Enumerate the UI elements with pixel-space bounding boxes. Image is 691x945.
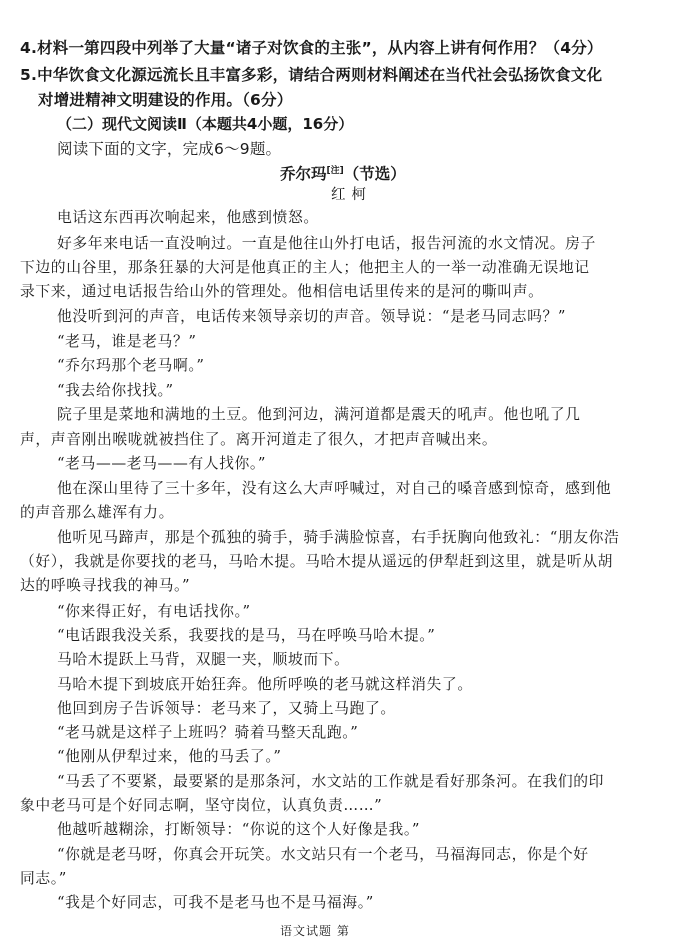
paragraph-line: “马丢了不要紧，最要紧的是那条河，水文站的工作就是看好那条河。在我们的印 (57, 773, 605, 790)
article-title-suffix: （节选） (343, 165, 406, 184)
paragraph-line: “老马，谁是老马？” (57, 333, 197, 350)
footnote-marker: [注] (326, 166, 344, 176)
paragraph-line: 他回到房子告诉领导：老马来了，又骑上马跑了。 (57, 700, 396, 717)
paragraph-line: 的声音那么雄浑有力。 (20, 504, 174, 521)
paragraph-line: 他听见马蹄声，那是个孤独的骑手，骑手满脸惊喜，右手抚胸向他致礼：“朋友你浩 (57, 529, 620, 546)
paragraph-line: 他在深山里待了三十多年，没有这么大声呼喊过，对自己的嗓音感到惊奇，感到他 (57, 480, 612, 497)
paragraph-line: “我去给你找找。” (57, 382, 174, 399)
paragraph-line: 象中老马可是个好同志啊，坚守岗位，认真负责……” (20, 797, 383, 814)
question-5-line-2: 对增进精神文明建设的作用。（6分） (38, 91, 293, 109)
paragraph-line: 录下来，通过电话报告给山外的管理处。他相信电话里传来的是河的嘶叫声。 (20, 283, 544, 300)
paragraph-line: 院子里是菜地和满地的土豆。他到河边，满河道都是震天的吼声。他也吼了几 (57, 406, 581, 423)
paragraph-line: 下边的山谷里，那条狂暴的大河是他真正的主人；他把主人的一举一动准确无误地记 (20, 259, 590, 276)
paragraph-line: “电话跟我没关系，我要找的是马，马在呼唤马哈木提。” (57, 627, 436, 644)
article-title-text: 乔尔玛 (280, 165, 327, 184)
section-heading: （二）现代文阅读Ⅱ（本题共4小题，16分） (57, 115, 354, 133)
paragraph-line: “他刚从伊犁过来，他的马丢了。” (57, 748, 282, 765)
article-author: 红柯 (331, 187, 372, 203)
paragraph-line: “你就是老马呀，你真会开玩笑。水文站只有一个老马，马福海同志，你是个好 (57, 846, 589, 863)
paragraph-line: “你来得正好，有电话找你。” (57, 603, 251, 620)
paragraph-line: 声，声音刚出喉咙就被挡住了。离开河道走了很久，才把声音喊出来。 (20, 431, 498, 448)
paragraph-line: “老马——老马——有人找你。” (57, 455, 267, 472)
section-instruction: 阅读下面的文字，完成6～9题。 (57, 140, 282, 158)
paragraph-line: 他没听到河的声音，电话传来领导亲切的声音。领导说：“是老马同志吗？” (57, 308, 567, 325)
article-title (280, 160, 406, 185)
paragraph-line: 马哈木提跃上马背，双腿一夹，顺坡而下。 (57, 651, 350, 668)
paragraph-line: “老马就是这样子上班吗？骑着马整天乱跑。” (57, 724, 359, 741)
paragraph-line: 同志。” (20, 870, 67, 887)
page-footer: 语文试题 第 (280, 924, 350, 938)
question-5-line-1: 5.中华饮食文化源远流长且丰富多彩，请结合两则材料阐述在当代社会弘扬饮食文化 (20, 66, 603, 84)
paragraph-line: 他越听越糊涂，打断领导：“你说的这个人好像是我。” (57, 821, 421, 838)
paragraph-line: 电话这东西再次响起来，他感到愤怒。 (57, 209, 319, 226)
paragraph-line: 好多年来电话一直没响过。一直是他往山外打电话，报告河流的水文情况。房子 (57, 235, 596, 252)
paragraph-line: “我是个好同志，可我不是老马也不是马福海。” (57, 894, 374, 911)
paragraph-line: “乔尔玛那个老马啊。” (57, 357, 205, 374)
paragraph-line: 达的呼唤寻找我的神马。” (20, 577, 191, 594)
paragraph-line: 马哈木提下到坡底开始狂奔。他所呼唤的老马就这样消失了。 (57, 676, 473, 693)
paragraph-line: （好），我就是你要找的老马，马哈木提。马哈木提从遥远的伊犁赶到这里，就是听从胡 (20, 553, 614, 570)
question-4: 4.材料一第四段中列举了大量“诸子对饮食的主张”，从内容上讲有何作用？（4分） (20, 39, 603, 57)
